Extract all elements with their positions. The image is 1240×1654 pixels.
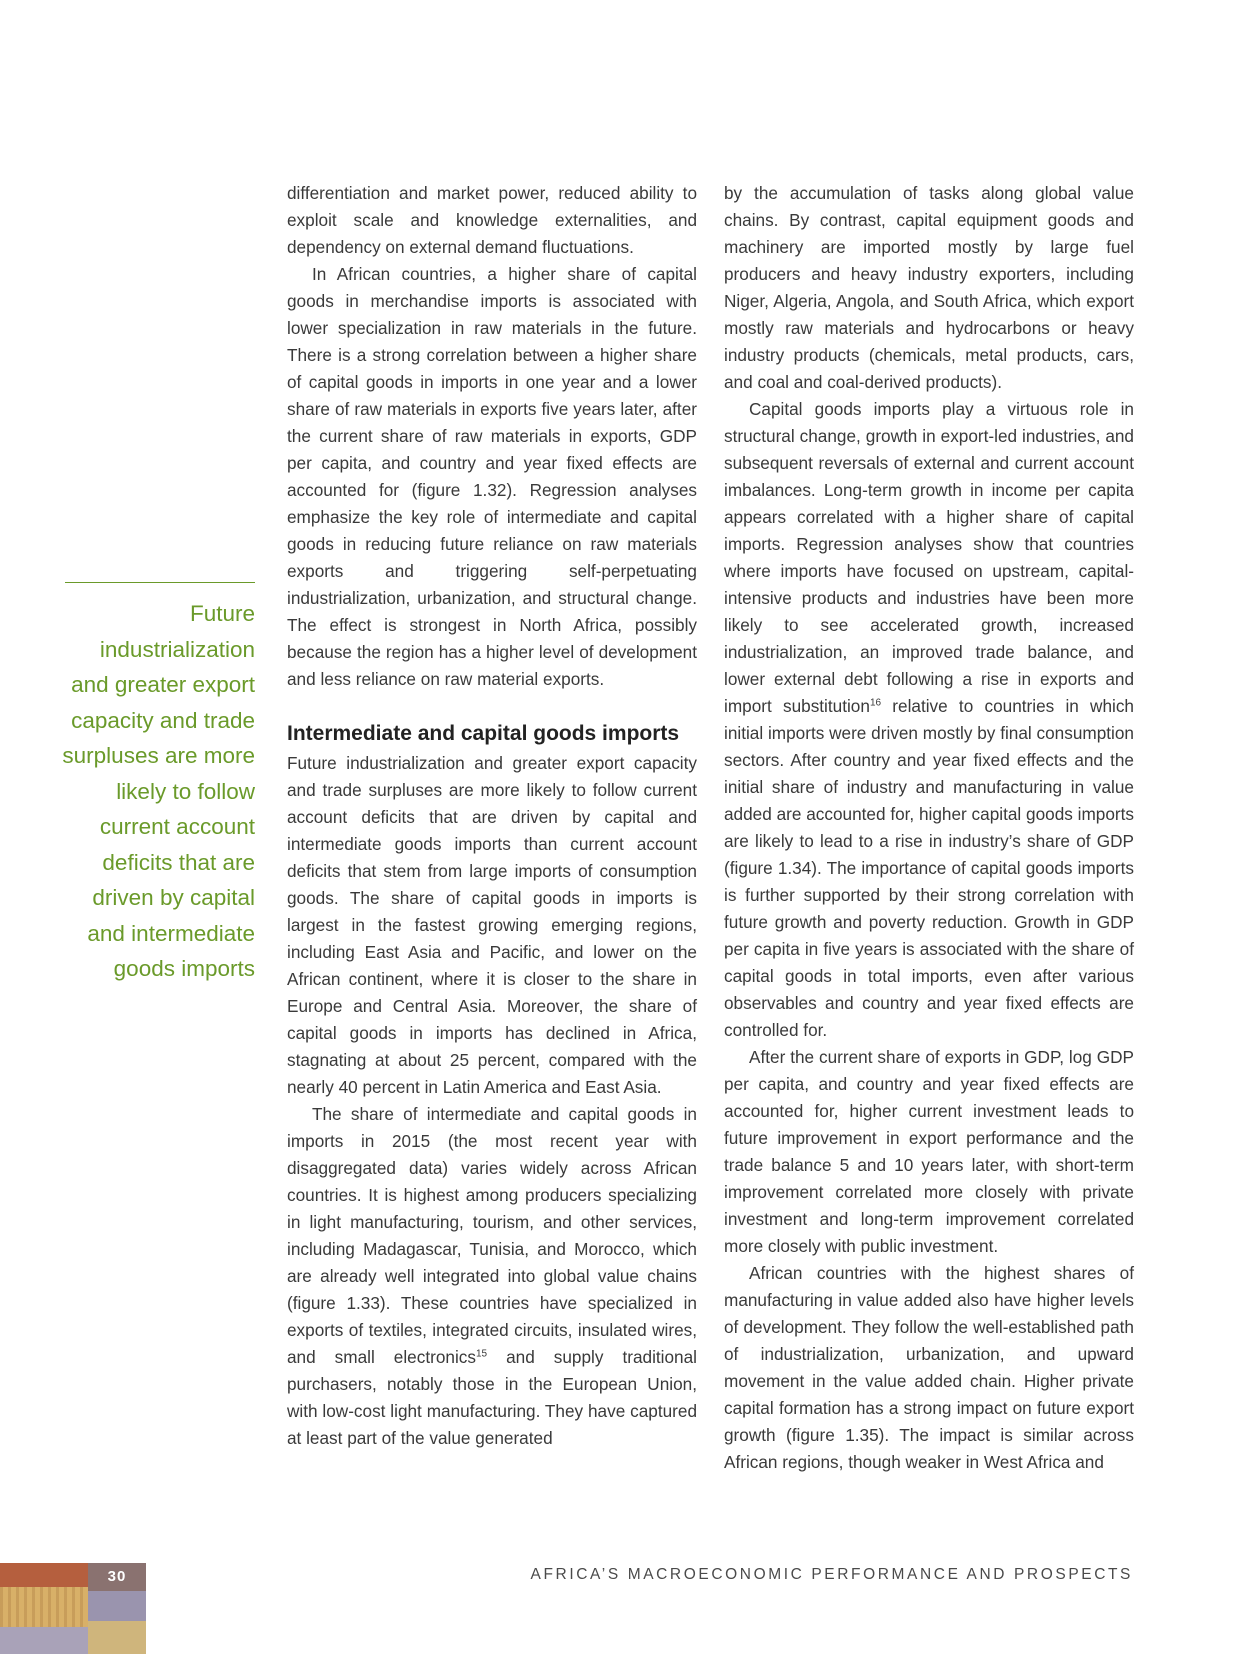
pullquote-line: surpluses are more: [62, 743, 255, 768]
section-heading: Intermediate and capital goods imports: [287, 722, 680, 745]
pullquote-line: Future: [189, 601, 255, 626]
pullquote-line: driven by capital: [92, 885, 255, 910]
right-text-column: [724, 180, 1134, 1476]
paragraph-text: Capital goods imports play a virtuous role in structural change, growth in export-led industries, and subsequent reversals of external and current account imbalances. Long-term growth in income per capita appears correlated with a higher share of capital imports. Regression analyses show that countries where imports have focused on upstream, capital-intensive products and industries have been more likely to see accelerated growth, increased industrialization, an improved trade balance, and lower external debt following a rise in exports and import substitution: [724, 399, 1134, 716]
textile-pattern: [88, 1621, 146, 1654]
textile-pattern: [0, 1563, 88, 1587]
body-paragraph: by the accumulation of tasks along global value chains. By contrast, capital equipment goods and machinery are imported mostly by large fuel producers and heavy industry exporters, including Niger, Algeria, Angola, and South Africa, which export mostly raw materials and hydrocarbons or heavy industry products (chemicals, metal products, cars, and coal and coal-derived products).: [724, 183, 1134, 392]
pullquote-line: deficits that are: [102, 849, 255, 875]
pullquote-line: likely to follow: [116, 778, 255, 804]
pullquote-line: and greater export: [71, 672, 255, 697]
pullquote-line: industrialization: [99, 636, 255, 662]
paragraph-text: and supply traditional purchasers, notably those in the European Union, with low-cost light manufacturing. They have captured at least part of the value generated: [287, 1347, 697, 1448]
pullquote-line: and intermediate: [87, 920, 255, 946]
body-paragraph: After the current share of exports in GDP, log GDP per capita, and country and year fixed effects are accounted for, higher current investment leads to future improvement in export performance and the trade balance 5 and 10 years later, with short-term improvement correlated more closely with private investment and long-term improvement correlated more closely with public investment.: [724, 1047, 1134, 1256]
paragraph-text: relative to countries in which initial imports were driven mostly by final consumption sectors. After country and year fixed effects and the initial share of industry and manufacturing in value added are accounted for, higher capital goods imports are likely to lead to a rise in industry’s share of GDP (figure 1.34). The importance of capital goods imports is further supported by their strong correlation with future growth and poverty reduction. Growth in GDP per capita in five years is associated with the share of capital goods in total imports, even after various observables and country and year fixed effects are controlled for.: [724, 696, 1134, 1040]
body-paragraph: differentiation and market power, reduced ability to exploit scale and knowledge externalities, and dependency on external demand fluctuations.: [287, 183, 697, 257]
footer-decorative-tab: [0, 1563, 146, 1654]
footnote-marker[interactable]: 15: [475, 1348, 488, 1360]
textile-pattern: [88, 1591, 146, 1621]
footnote-marker[interactable]: 16: [869, 697, 882, 709]
body-paragraph: In African countries, a higher share of capital goods in merchandise imports is associated with lower specialization in raw materials in the future. There is a strong correlation between a higher share of capital goods in imports in one year and a lower share of raw materials in exports five years later, after the current share of raw materials in exports, GDP per capita, and country and year fixed effects are accounted for (figure 1.32). Regression analyses emphasize the key role of intermediate and capital goods in reducing future reliance on raw materials exports and triggering self-perpetuating industrialization, urbanization, and structural change. The effect is strongest in North Africa, possibly because the region has a higher level of development and less reliance on raw material exports.: [287, 264, 697, 689]
pullquote-divider: [65, 582, 255, 583]
textile-pattern: [0, 1587, 88, 1627]
pullquote-line: goods imports: [113, 956, 255, 981]
body-paragraph: African countries with the highest shares of manufacturing in value added also have higher levels of development. They follow the well-established path of industrialization, urbanization, and upward movement in the value added chain. Higher private capital formation has a strong impact on future export growth (figure 1.35). The impact is similar across African regions, though weaker in West Africa and: [724, 1263, 1134, 1472]
paragraph-text: The share of intermediate and capital goods in imports in 2015 (the most recent year with disaggregated data) varies widely across African countries. It is highest among producers specializing in light manufacturing, tourism, and other services, including Madagascar, Tunisia, and Morocco, which are already well integrated into global value chains (figure 1.33). These countries have specialized in exports of textiles, integrated circuits, insulated wires, and small electronics: [287, 1104, 697, 1367]
textile-pattern: [0, 1627, 88, 1654]
running-head: AFRICA’S MACROECONOMIC PERFORMANCE AND PROSPECTS: [530, 1566, 1133, 1583]
body-paragraph: [287, 1101, 697, 1452]
pullquote: [60, 596, 255, 987]
pullquote-line: current account: [99, 814, 255, 839]
body-paragraph: [724, 396, 1134, 1044]
pullquote-line: capacity and trade: [71, 707, 255, 733]
left-text-column: [287, 180, 697, 1452]
body-paragraph: Future industrialization and greater export capacity and trade surpluses are more likely to follow current account deficits that are driven by capital and intermediate goods imports than current account deficits that stem from large imports of consumption goods. The share of capital goods in imports is largest in the fastest growing emerging regions, including East Asia and Pacific, and lower on the African continent, where it is closer to the share in Europe and Central Asia. Moreover, the share of capital goods in imports has declined in Africa, stagnating at about 25 percent, compared with the nearly 40 percent in Latin America and East Asia.: [287, 753, 697, 1097]
page-number: 30: [88, 1563, 146, 1591]
